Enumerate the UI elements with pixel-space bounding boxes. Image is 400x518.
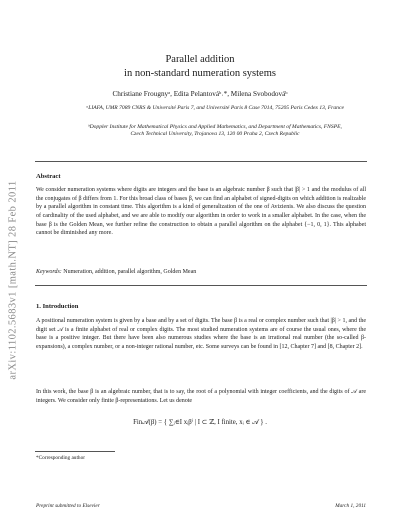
footer-right: March 1, 2011 <box>335 503 366 509</box>
footnote-rule <box>35 451 115 452</box>
arxiv-sidebar <box>0 85 26 475</box>
keywords-label: Keywords: <box>36 269 62 275</box>
abstract-text: We consider numeration systems where digits are integers and the base is an algebraic number β such that |β| > 1 and the modulus of all the conjugates of β differs from 1. For this broad class of bases β, we can find an alphabet of signed-digits on which addition is realizable by a parallel algorithm in constant time. This algorithm is a kind of generalization of the one of Avizienis. We also discuss the question of cardinality of the used alphabet, and we are able to modify our algorithm in order to work in a smaller alphabet. In the case, when the base β is the Golden Mean, we further refine the construction to obtain a parallel algorithm on the alphabet {−1, 0, 1}. This alphabet cannot be diminished any more. <box>36 187 366 237</box>
footer-left: Preprint submitted to Elsevier <box>36 503 100 509</box>
keywords-text: Numeration, addition, parallel algorithm, Golden Mean <box>63 269 197 275</box>
affiliation-b: ᵇDoppler Institute for Mathematical Physics and Applied Mathematics, and Department of Mathematics, FNSPE, Czech Technical University, Trojanova 13, 120 00 Praha 2, Czech Republic <box>88 124 342 138</box>
footnote: *Corresponding author <box>36 455 85 461</box>
keywords <box>36 269 196 275</box>
fin-formula: Fin𝒜(β) = { ∑ᵢ∈I xᵢβⁱ | I ⊂ ℤ, I finite, xᵢ ∈ 𝒜 } . <box>133 419 267 426</box>
affiliation-a: ᵃLIAFA, UMR 7089 CNRS & Université Paris 7, and Université Paris 8 Case 7014, 75205 Paris Cedex 13, France <box>86 105 344 111</box>
divider-bottom <box>35 285 367 286</box>
author-list: Christiane Frougnyᵃ, Edita Pelantováᵇ˒*, Milena Svobodováᵇ <box>112 90 288 98</box>
paper-title-line1: Parallel addition <box>165 54 235 65</box>
divider-top <box>35 161 367 162</box>
intro-paragraph-2: In this work, the base β is an algebraic number, that is to say, the root of a polynomial with integer coefficients, and the digits of 𝒜 are integers. We consider only finite β-representations. Let us denote <box>36 389 366 404</box>
paper-title-line2: in non-standard numeration systems <box>124 68 276 79</box>
arxiv-stamp: arXiv:1102.5683v1 [math.NT] 28 Feb 2011 <box>7 180 19 380</box>
intro-paragraph-1: A positional numeration system is given by a base and by a set of digits. The base β is a real or complex number such that |β| > 1, and the digit set 𝒜 is a finite alphabet of real or complex digits. The most studied numeration systems are of course the usual ones, where the base is a positive integer. But there have been also numerous studies where the base is an irrational real number (the so-called β-expansions), a complex number, or a non-integer rational number, etc. Some surveys can be found in [12, Chapter 7] and [8, Chapter 2]. <box>36 318 366 350</box>
section-heading: 1. Introduction <box>36 303 79 310</box>
abstract-heading: Abstract <box>36 173 61 180</box>
